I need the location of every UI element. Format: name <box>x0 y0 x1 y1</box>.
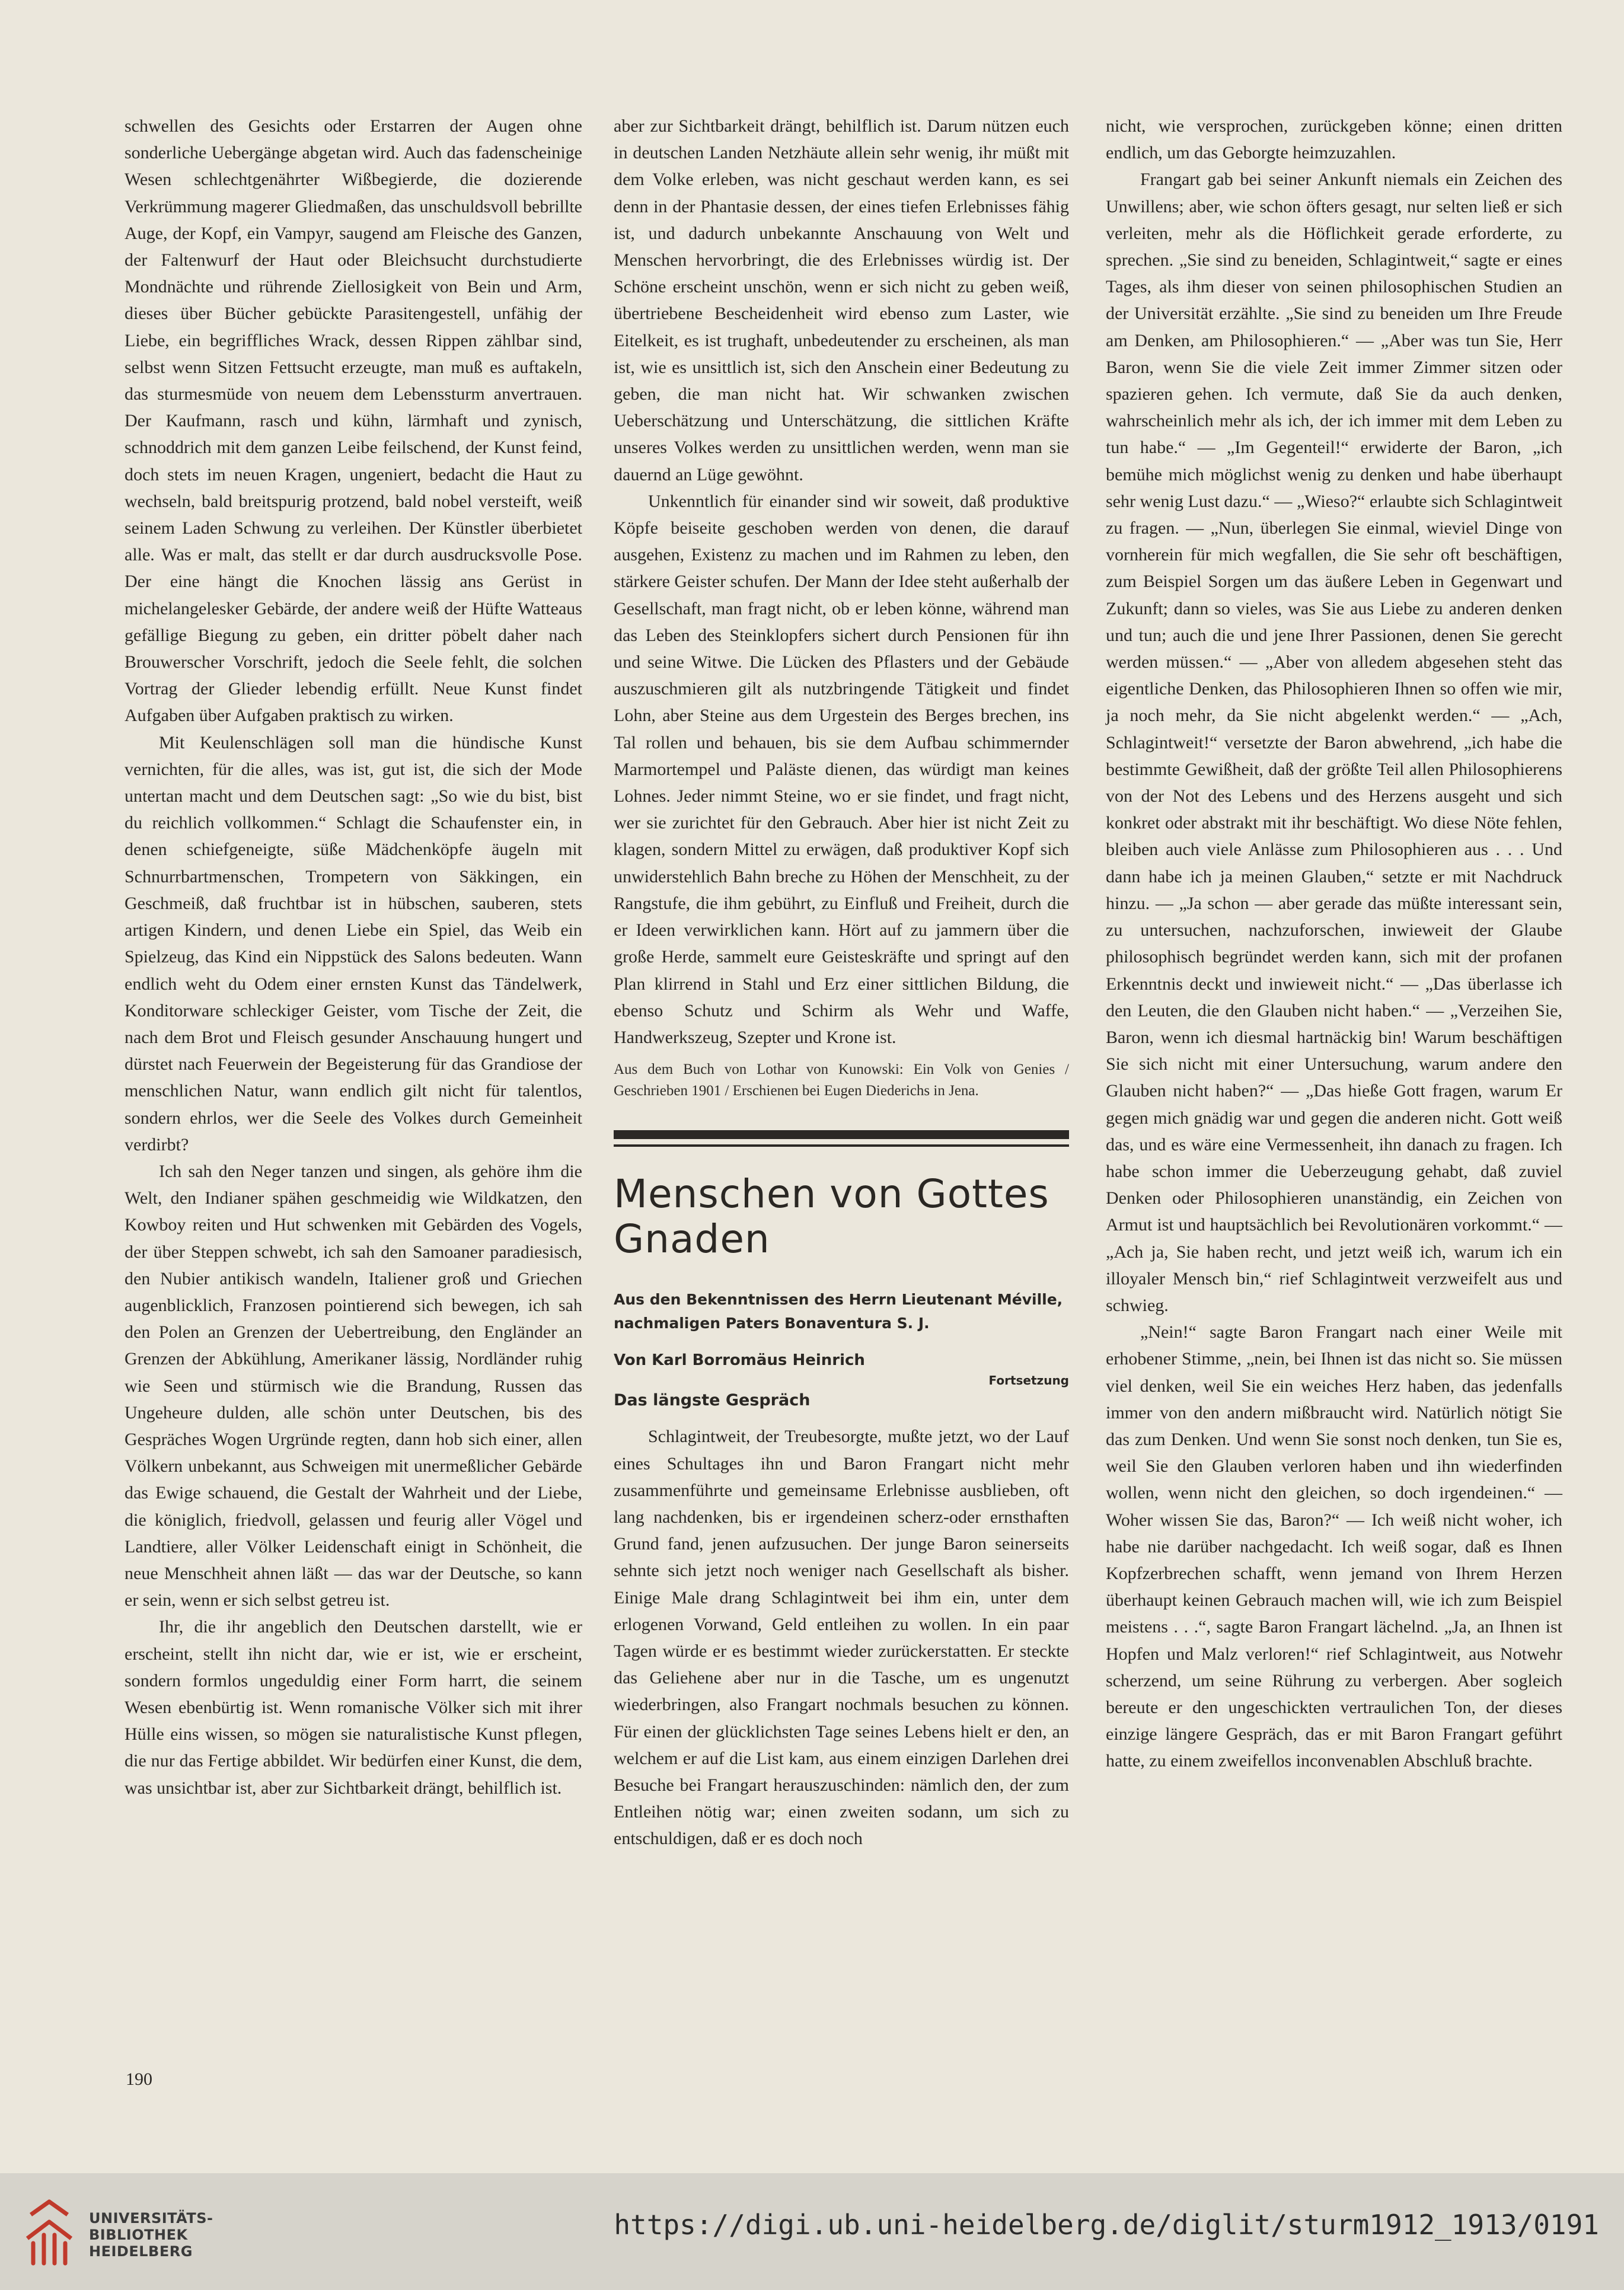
library-footer-bar <box>0 2173 1624 2290</box>
institution-line: UNIVERSITÄTS- <box>89 2210 213 2227</box>
text-column-right <box>1106 113 1562 1775</box>
permalink-url[interactable]: https://digi.ub.uni-heidelberg.de/diglit/sturm1912_1913/0191 <box>614 2209 1599 2241</box>
paragraph: Ich sah den Neger tanzen und singen, als gehöre ihm die Welt, den Indianer spähen geschmeidig wie Wildkatzen, den Kowboy reiten und Hut schwenken mit Gebärden des Vogels, der über Steppen schwebt, ich sah den Samoaner paradiesisch, den Nubier antikisch wandeln, Italiener groß und Griechen augenblicklich, Franzosen pointierend sich bewegen, ich sah den Polen an Grenzen der Uebertreibung, den Engländer an Grenzen der Abkühlung, Amerikaner lässig, Nordländer ruhig wie Seen und stürmisch wie die Brandung, Russen das Ungeheure dulden, alle schön unter Deutschen, bis des Gespräches Wogen Urgründe regten, dann hob sich einer, allen Völkern unbekannt, aus Schweigen mit unermeßlicher Gebärde das Ewige schauend, die Gestalt der Wahrheit und der Liebe, die königlich, friedvoll, gelassen und feurig aller Vögel und Landtiere, aller Völker Leidenschaft einigt in Schönheit, die neue Menschheit ahnen läßt — das war der Deutsche, so kann er sein, wenn er sich selbst getreu ist. <box>125 1161 582 1610</box>
institution-line: HEIDELBERG <box>89 2243 193 2260</box>
institution-name <box>89 2210 213 2260</box>
paragraph: Mit Keulenschlägen soll man die hündische Kunst vernichten, für die alles, was ist, gut ist, die sich der Mode untertan macht und dem Deutschen sagt: „So wie du bist, bist du reichlich vollkommen.“ Schlagt die Schaufenster ein, in denen schiefgeneigte, süße Mädchenköpfe äugeln mit Schnurrbartmenschen, Trompetern von Säkkingen, ein Geschmeiß, daß fruchtbar ist in hübschen, sauberen, stets artigen Kindern, und denen Liebe ein Spiel, das Weib ein Spielzeug, das Kind ein Nippstück des Salons bedeuten. Wann endlich weht du Odem einer ernsten Kunst das Tändelwerk, Konditorware schleckiger Geister, vom Tische der Zeit, die nach dem Brot und Fleisch gesunder Anschauung hungert und dürstet nach Feuerwein der Begeisterung für das Grandiose der menschlichen Natur, wann endlich gilt nicht für talentlos, sondern ehrlos, wer die Seele des Volkes durch Gemeinheit verdirbt? <box>125 732 582 1154</box>
institution-line: BIBLIOTHEK <box>89 2227 188 2243</box>
source-note: Aus dem Buch von Lothar von Kunowski: Ein Volk von Genies / Geschrieben 1901 / Erschienen bei Eugen Diederichs in Jena. <box>614 1061 1069 1099</box>
paragraph: aber zur Sichtbarkeit drängt, behilflich ist. Darum nützen euch in deutschen Landen Netzhäute allein sehr wenig, ihr müßt mit dem Volke erleben, was nicht geschaut werden kann, es sei denn in der Phantasie dessen, der eines tiefen Erlebnisses fähig ist, und dadurch unbekannte Anschauung von Welt und Menschen hervorbringt, die des Erlebnisses würdig ist. Der Schöne erscheint unschön, wenn er sich nicht zu geben weiß, übertriebene Bescheidenheit wird ebenso zum Laster, wie Eitelkeit, es ist trughaft, unbedeutender zu erscheinen, als man ist, wie es unsittlich ist, sich den Anschein einer Bedeutung zu geben, die man nicht hat. Wir schwanken zwischen Ueberschätzung und Unterschätzung, die sittlichen Kräfte unseres Volkes werden zu unsittlichen werden, wenn man sie dauernd an Lüge gewöhnt. <box>614 116 1069 484</box>
article-subheadline: Aus den Bekenntnissen des Herrn Lieutenant Méville, nachmaligen Paters Bonaventura S. J. <box>614 1291 1063 1332</box>
paragraph: „Nein!“ sagte Baron Frangart nach einer Weile mit erhobener Stimme, „nein, bei Ihnen ist das nicht so. Sie müssen viel denken, weil Sie ein weiches Herz haben, das jedenfalls immer von den andern mißbraucht wird. Natürlich nötigt Sie das zum Denken. Und wenn Sie sonst noch denken, tun Sie es, weil Sie den Glauben verloren haben und ihn wiederfinden wollen, wenn nicht den gleichen, so doch irgendeinen.“ — Woher wissen Sie das, Baron?“ — Ich weiß nicht woher, ich habe nie darüber nachgedacht. Ich weiß sogar, daß es Ihnen Kopfzerbrechen schafft, wenn jemand von Ihrem Herzen überhaupt keinen Gebrauch machen will, wie ich zum Beispiel meistens . . .“, sagte Baron Frangart lächelnd. „Ja, an Ihnen ist Hopfen und Malz verloren!“ rief Schlagintweit, aus Notwehr scherzend, um seine Rührung zu verbergen. Aber sogleich bereute er den ungeschickten vertraulichen Ton, der dieses einzige längere Gespräch, das er mit Baron Frangart geführt hatte, zu einem zweifellos inconvenablen Abschluß brachte. <box>1106 1322 1562 1771</box>
paragraph: nicht, wie versprochen, zurückgeben könne; einen dritten endlich, um das Geborgte heimzuzahlen. <box>1106 116 1562 163</box>
text-column-middle <box>614 113 1069 1852</box>
paragraph: Schlagintweit, der Treubesorgte, mußte jetzt, wo der Lauf eines Schultages ihn und Baron Frangart nicht mehr zusammenführte und gemeinsame Erlebnisse ausblieben, oft lang nachdenken, bis er irgendeinen scherz-oder ernsthaften Grund fand, jenen aufzusuchen. Der junge Baron seinerseits sehnte sich jetzt noch weniger nach Gesellschaft als bisher. Einige Male drang Schlagintweit bei ihm ein, unter dem erlogenen Vorwand, Geld entleihen zu wollen. In ein paar Tagen würde er es bestimmt wieder zurückerstatten. Er steckte das Geliehene aber nur in die Tasche, um es ungenutzt wiederbringen, also Frangart nochmals besuchen zu können. Für einen der glücklichsten Tage seines Lebens hielt er den, an welchem er auf die List kam, aus einem einzigen Darlehen drei Besuche bei Frangart herauszuschinden: nämlich den, der zum Entleihen nötig war; einen zweiten sodann, um sich zu entschuldigen, daß er es doch noch <box>614 1427 1069 1849</box>
article-headline: Menschen von Gottes Gnaden <box>614 1171 1049 1262</box>
continued-label: Fortsetzung <box>988 1373 1069 1388</box>
page-number: 190 <box>126 2069 152 2089</box>
paragraph: Unkenntlich für einander sind wir soweit, daß produktive Köpfe beiseite geschoben werden von denen, die darauf ausgehen, Existenz zu machen und im Rahmen zu leben, den stärkere Geister schufen. Der Mann der Idee steht außerhalb der Gesellschaft, man fragt nicht, ob er leben könne, während man das Leben des Steinklopfers sichert durch Pensionen für ihn und seine Witwe. Die Lücken des Pflasters und der Gebäude auszuschmieren gilt als nutzbringende Tätigkeit und findet Lohn, aber Steine aus dem Urgestein des Berges brechen, ins Tal rollen und behauen, bis sie dem Aufbau schimmernder Marmortempel und Paläste dienen, das würdigt man keines Lohnes. Jeder nimmt Steine, wo er sie findet, und fragt nicht, wer sie zurichtet für den Gebrauch. Aber hier ist nicht Zeit zu klagen, sondern Mittel zu erwägen, daß produktiver Kopf sich unwiderstehlich Bahn breche zu Höhen der Menschheit, zu der Rangstufe, die ihm gebührt, zu Einfluß und Freiheit, durch die er Ideen verwirklichen kann. Hört auf zu jammern über die große Herde, sammelt eure Geisteskräfte und springt auf den Plan klirrend in Stahl und Erz einer sittlichen Bildung, die ebenso Schutz und Schirm als Wehr und Waffe, Handwerkszeug, Szepter und Krone ist. <box>614 491 1069 1047</box>
paragraph: schwellen des Gesichts oder Erstarren der Augen ohne sonderliche Uebergänge abgetan wird. Auch das fadenscheinige Wesen schlechtgenährter Wißbegierde, die dozierende Verkrümmung magerer Gliedmaßen, das unschuldsvoll bebrillte Auge, der Kopf, ein Vampyr, saugend am Fleische des Ganzen, der Faltenwurf der Haut oder Bleichsucht durchstudierte Mondnächte und rührende Ziellosigkeit von Bein und Arm, dieses über Bücher gebückte Parasitengestell, unfähig der Liebe, ein begriffliches Wrack, dessen Rippen zählbar sind, selbst wenn Sitzen Fettsucht erzeugte, man muß es auftakeln, das sturmesmüde von neuem dem Lebenssturm anvertrauen. Der Kaufmann, rasch und kühn, lärmhaft und zynisch, schnoddrich mit dem ganzen Leibe feilschend, der Kunst feind, doch stets im neuen Kragen, ungeniert, bedacht die Haut zu wechseln, bald breitspurig protzend, bald nobel versteift, weiß seinem Laden Schwung zu verleihen. Der Künstler überbietet alle. Was er malt, das stellt er dar durch ausdrucksvolle Pose. Der eine hängt die Knochen lässig ans Gerüst in michelangelesker Gebärde, der andere weiß der Hüfte Watteaus gefällige Biegung zu geben, ein dritter pöbelt daher nach Brouwerscher Vorschrift, jedoch die Seele fehlt, die solchen Vortrag der Glieder lebendig erfüllt. Neue Kunst findet Aufgaben über Aufgaben praktisch zu wirken. <box>125 116 582 726</box>
chapter-title: Das längste Gespräch <box>614 1391 811 1410</box>
text-column-left <box>125 113 582 1801</box>
section-divider-thin <box>614 1144 1069 1147</box>
section-divider-thick <box>614 1130 1069 1139</box>
paragraph: Frangart gab bei seiner Ankunft niemals ein Zeichen des Unwillens; aber, wie schon öfters gesagt, nur selten ließ er sich verleiten, mehr als die Höflichkeit gerade erforderte, zu sprechen. „Sie sind zu beneiden, Schlagintweit,“ sagte er eines Tages, als ihm dieser von seinen philosophischen Studien an der Universität erzählte. „Sie sind zu beneiden um Ihre Freude am Denken, am Philosophieren.“ — „Aber was tun Sie, Herr Baron, wenn Sie die viele Zeit immer Zimmer sitzen oder spazieren gehen. Ich vermute, daß Sie da auch denken, wahrscheinlich mehr als ich, der ich immer mit dem Leben zu tun habe.“ — „Im Gegenteil!“ erwiderte der Baron, „ich bemühe mich möglichst wenig zu denken und habe überhaupt sehr wenig Lust dazu.“ — „Wieso?“ erlaubte sich Schlagintweit zu fragen. — „Nun, überlegen Sie einmal, wieviel Dinge von vornherein für mich wegfallen, die Sie sehr oft beschäftigen, zum Beispiel Sorgen um das äußere Leben in Gegenwart und Zukunft; dann so vieles, was Sie aus Liebe zu anderen denken und tun; auch die und jene Ihrer Passionen, denen Sie gerecht werden müssen.“ — „Aber von alledem abgesehen steht das eigentliche Denken, das Philosophieren Ihnen so offen wie mir, ja noch mehr, da Sie nicht abgelenkt werden.“ — „Ach, Schlagintweit!“ versetzte der Baron abwehrend, „ich habe die bestimmte Gewißheit, daß der größte Teil allen Philosophierens von der Not des Lebens und des Herzens ausgeht und sich konkret oder abstrakt mit ihr beschäftigt. Wo diese Nöte fehlen, bleiben auch viele Anlässe zum Philosophieren aus . . . Und dann habe ich ja meinen Glauben,“ setzte er mit Nachdruck hinzu. — „Ja schon — aber gerade das müßte interessant sein, zu untersuchen, nachzuforschen, inwieweit der Glaube philosophisch begründet werden kann, sich mit der profanen Erkenntnis deckt und inwieweit nicht.“ — „Das überlasse ich den Leuten, die den Glauben nicht haben.“ — „Verzeihen Sie, Baron, wenn ich diesmal hartnäckig bin! Warum beschäftigen Sie sich nicht mit einer Untersuchung, warum andere den Glauben nicht haben?“ — „Das hieße Gott fragen, warum Er gegen mich gnädig war und gegen die anderen nicht. Gott weiß das, und es wäre eine Vermessenheit, ihn danach zu fragen. Ich habe schon immer die Ueberzeugung gehabt, daß zuviel Denken oder Philosophieren unanständig, ein Zeichen von Armut ist und hauptsächlich bei Revolutionären vorkommt.“ — „Ach ja, Sie haben recht, und jetzt weiß ich, warum ich ein illoyaler Mensch bin,“ rief Schlagintweit verzweifelt aus und schwieg. <box>1106 170 1562 1315</box>
ub-heidelberg-logo-icon <box>23 2197 76 2267</box>
article-author: Von Karl Borromäus Heinrich <box>614 1351 865 1370</box>
paragraph: Ihr, die ihr angeblich den Deutschen darstellt, wie er erscheint, stellt ihn nicht dar, wie er ist, wie er erscheint, sondern formlos ungeduldig einer Form harrt, die seinem Wesen ebenbürtig ist. Wenn romanische Völker sich mit ihrer Hülle eins wissen, so mögen sie naturalistische Kunst pflegen, die nur das Fertige abbildet. Wir bedürfen einer Kunst, die dem, was unsichtbar ist, aber zur Sichtbarkeit drängt, behilflich ist. <box>125 1617 582 1798</box>
